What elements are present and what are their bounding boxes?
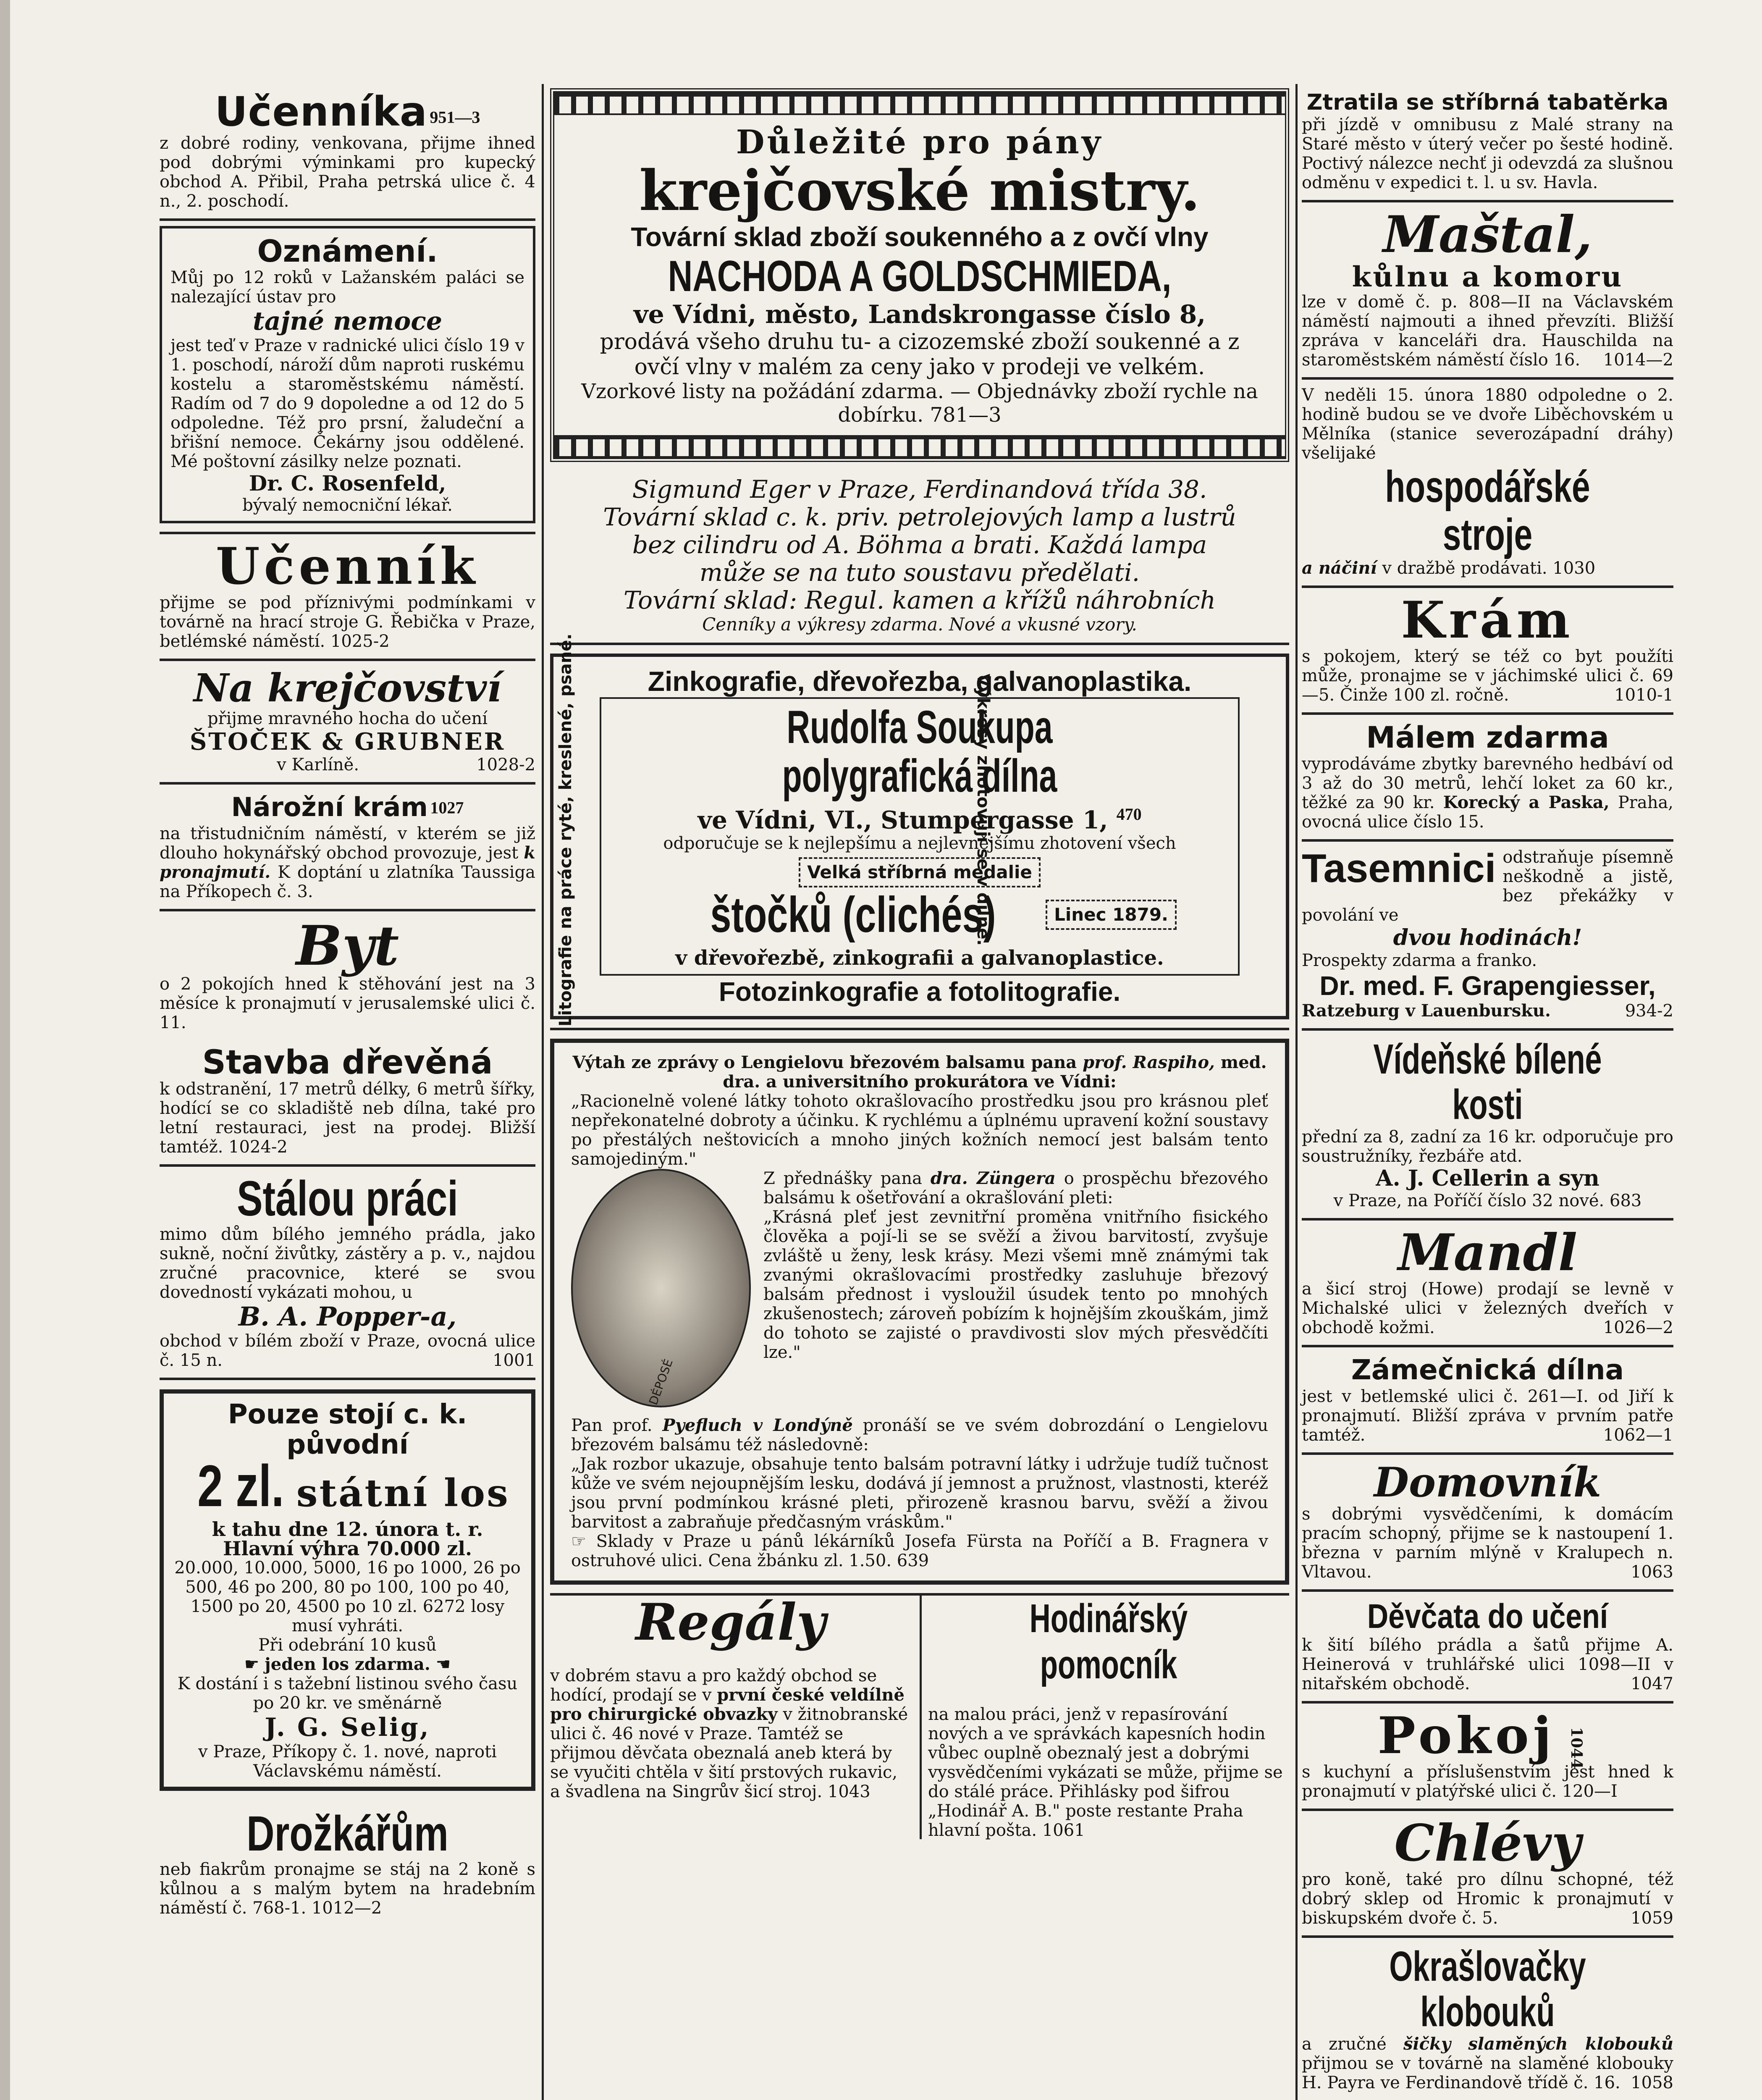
eger-line5: Tovární sklad: Regul. kamen a křížů náhrobních bbox=[624, 586, 1216, 614]
eger-line1: Sigmund Eger v Praze, Ferdinandová třída 38. bbox=[632, 475, 1207, 504]
ad-number: 1026—2 bbox=[1603, 1318, 1673, 1337]
ad-body: přijme mravného hocha do učení bbox=[207, 709, 488, 728]
ad-emphasis: k pronajmutí. bbox=[160, 843, 536, 882]
balsam-head2: med. dra. a universitního prokurátora ve Vídni: bbox=[723, 1053, 1267, 1092]
balsam-p5: „Jak rozbor ukazuje, obsahuje tento balsám potravní látky i udržuje tudíž tučnost kůže ve svém nejoupnějším lesku, dodává jí jemnost a pružnost, vlastnosti, kteréž jsou první podmínkou krásné pleti, přirozeně krasnou barvu, svěží a živou barvitost a zabraňuje předčasným vráskům." bbox=[571, 1454, 1268, 1532]
ad-number: 1043 bbox=[827, 1782, 871, 1802]
balsam-p2a: Z přednášky pana bbox=[763, 1169, 922, 1189]
ad-title: Chlévy bbox=[1394, 1814, 1581, 1873]
ad-number: 951—3 bbox=[430, 108, 480, 127]
ad-number: 470 bbox=[1116, 805, 1142, 824]
ad-chlevy bbox=[1302, 1811, 1673, 1938]
ad-body: v dobrém stavu a pro každý obchod se hodící, prodají se v bbox=[550, 1666, 877, 1705]
ad-title: Učenníka bbox=[215, 88, 427, 135]
ad-title: Ztratila se stříbrná tabatěrka bbox=[1306, 90, 1669, 115]
ad-klobouky bbox=[1302, 1938, 1673, 2100]
column-middle bbox=[550, 84, 1289, 1848]
balsam-p1: „Racionelně volené látky tohoto okrašlovacího prostředku jsou pro krásnou pleť nepřekonatelné dobroty a účinku. K rychlému a úplnému upravení kožní soustavy po přestálých neštovicích a mnoho jiných kožních nemocí jest balsám tento samojediným." bbox=[571, 1092, 1268, 1169]
ad-body: s kuchyní a příslušenstvím jest hned k pronajmutí v platýřské ulici č. 120—I bbox=[1302, 1762, 1673, 1801]
ad-address: Ratzeburg v Lauenbursku. bbox=[1302, 1001, 1551, 1021]
ad-pokoj bbox=[1302, 1704, 1673, 1811]
ornamental-border bbox=[554, 435, 1285, 458]
ad-signature: Dr. C. Rosenfeld, bbox=[249, 471, 446, 496]
ad-body: k šití bílého prádla a šatů přijme A. Heinerová v truhlářské ulici 1098—II v nitařském obchodě. bbox=[1302, 1635, 1673, 1693]
ad-title: Okrašlovačky klobouků bbox=[1389, 1943, 1586, 2035]
column-rule bbox=[920, 1596, 922, 1839]
ad-oznameni bbox=[160, 221, 535, 534]
bottom-split bbox=[550, 1593, 1289, 1848]
ad-title: Hodinářský pomocník bbox=[1029, 1596, 1188, 1688]
ad-body: přední za 8, zadní za 16 kr. odporučuje pro soustružníky, řezbáře atd. bbox=[1302, 1127, 1673, 1166]
ad-body: o 2 pokojích hned k stěhování jest na 3 měsíce k pronajmutí v jerusalemské ulici č. 11. bbox=[160, 974, 535, 1032]
page-edge-shadow bbox=[0, 0, 10, 2100]
ad-address: v Praze, na Poříčí číslo 32 nové. bbox=[1333, 1191, 1605, 1210]
ad-body-2: v žitnobranské ulici č. 46 nové v Praze. Tamtéž se přijmou děvčata obeznalá aneb která by se vyučiti chtěla v šití prstových rukavic, a švadlena na Singrův šicí stroj. bbox=[550, 1705, 908, 1802]
los-line7: K dostání i s tažební listinou svého času po 20 kr. ve směnárně bbox=[177, 1674, 518, 1713]
balsam-p4a: Pan prof. bbox=[571, 1416, 653, 1436]
column-right bbox=[1302, 84, 1673, 2100]
pointing-hand-icon: ☛ bbox=[244, 1655, 260, 1674]
pointing-hand-icon: ☞ bbox=[571, 1532, 586, 1551]
ad-number: 781—3 bbox=[930, 403, 1002, 427]
ad-title: krejčovské mistry. bbox=[639, 158, 1200, 223]
ad-name: Dr. med. F. Grapengiesser, bbox=[1319, 971, 1656, 1001]
ad-number: 1063 bbox=[1631, 1562, 1673, 1582]
ad-firm: ŠTOČEK & GRUBNER bbox=[189, 728, 506, 756]
ad-body: lze v domě č. p. 808—II na Václavském náměstí najmouti a ihned převzíti. Bližší zpráva v kanceláři dra. Hauschilda na staroměstském náměstí číslo 16. bbox=[1302, 292, 1673, 370]
ad-number: 1012—2 bbox=[311, 1898, 382, 1918]
ad-title: Byt bbox=[296, 914, 399, 978]
los-line5: Při odebrání 10 kusů bbox=[258, 1635, 437, 1655]
ad-title: Na krejčovství bbox=[193, 665, 502, 711]
los-line6: jeden los zdarma. bbox=[265, 1654, 430, 1674]
ad-stavba bbox=[160, 1040, 535, 1167]
ad-ucennika bbox=[160, 84, 535, 221]
lady-engraving-image bbox=[571, 1169, 751, 1407]
ad-line3: Tovární sklad zboží soukenného a z ovčí vlny bbox=[631, 222, 1209, 252]
ad-krejcovstvi bbox=[160, 661, 535, 785]
soukup-bottom: Fotozinkografie a fotolitografie. bbox=[718, 976, 1121, 1007]
ad-eger-lampy bbox=[550, 470, 1289, 645]
ad-tasemnici bbox=[1302, 842, 1673, 1031]
ad-title: Drožkářům bbox=[246, 1806, 448, 1861]
ad-krejcovske-mistry bbox=[550, 84, 1289, 470]
ad-subtitle: kůlnu a komoru bbox=[1352, 260, 1623, 293]
ad-tabatěrka bbox=[1302, 84, 1673, 202]
ad-body: jest v betlemské ulici č. 261—I. od Jiří k pronajmutí. Bližší zpráva v prvním patře tamtéž. bbox=[1302, 1387, 1673, 1445]
ad-body: s pokojem, který se též co byt použíti může, pronajme se v jáchimské ulici č. 69—5. Činže 100 zl. ročně. bbox=[1302, 647, 1673, 705]
eger-line2: Tovární sklad c. k. priv. petrolejových lamp a lustrů bbox=[603, 503, 1236, 531]
ad-firm: B. A. Popper-a, bbox=[238, 1301, 457, 1332]
ad-number: 1028-2 bbox=[476, 755, 535, 774]
ad-body-2: Prospekty zdarma a franko. bbox=[1302, 951, 1537, 970]
ad-body: a zručné bbox=[1302, 2034, 1387, 2054]
ad-emphasis: a náčiní bbox=[1302, 558, 1377, 578]
soukup-name: Rudolfa Soukupa polygrafická dílna bbox=[782, 701, 1057, 802]
ad-domovnik bbox=[1302, 1455, 1673, 1592]
ad-body: na třistudničním náměstí, v kterém se již dlouho hokynářský obchod provozuje, jest bbox=[160, 824, 535, 863]
soukup-medal: Velká stříbrná medalie bbox=[799, 857, 1041, 887]
balsam-dr: dra. Züngera bbox=[930, 1168, 1056, 1189]
ad-line1: Důležité pro pány bbox=[736, 123, 1104, 161]
soukup-linec: Linec 1879. bbox=[1046, 900, 1177, 930]
ad-body: odstraňuje písemně neškodně a jistě, bez překážky v povolání ve bbox=[1302, 848, 1673, 925]
ad-side-number: 1044 bbox=[1568, 1727, 1586, 1769]
soukup-address: ve Vídni, VI., Stumpergasse 1, bbox=[697, 806, 1108, 835]
ad-statni-los bbox=[160, 1380, 535, 1802]
column-left bbox=[160, 84, 535, 1925]
ad-line6: Vzorkové listy na požádání zdarma. — Objednávky zboží rychle na dobírku. bbox=[581, 380, 1258, 427]
ad-lengiel-balsam bbox=[550, 1030, 1289, 1596]
ad-title: Regály bbox=[635, 1593, 826, 1652]
ad-zamecnicka bbox=[1302, 1347, 1673, 1455]
ad-firm: A. J. Cellerin a syn bbox=[1376, 1166, 1599, 1191]
ad-emphasis: první české veldílně pro chirurgické obvazky bbox=[550, 1685, 905, 1725]
ad-number: 1027 bbox=[430, 798, 464, 817]
balsam-p3: „Krásná pleť jest zevnitřní proměna vnitřního fisického člověka a pojí-li se se svěží a živou barvitostí, zvyšuje zvláště u ženy, lesk krásy. Mezi všemi mně známými tak zvanými okrašlovacími prostředky zasluhuje březový balsám přednost i vysloužil úsudek tento po mnohých zkušenostech; zároveň pobízím k hojnějším zkouškám, jimž do tohoto se zajisté o pravdivosti slov mých přesvědčíti lze." bbox=[763, 1208, 1268, 1362]
ad-firm: Korecký a Paska, bbox=[1443, 793, 1610, 812]
ad-title: Mandl bbox=[1398, 1223, 1578, 1282]
right-vertical-text: Výkresy zhotovují se v dílně. bbox=[973, 674, 993, 946]
ad-malem-zdarma bbox=[1302, 715, 1673, 842]
los-line1: Pouze stojí c. k. původní bbox=[228, 1399, 467, 1460]
ad-title: Učenník bbox=[215, 537, 480, 596]
ad-number: 1047 bbox=[1631, 1674, 1673, 1693]
ad-mandl bbox=[1302, 1221, 1673, 1347]
ad-title: Zámečnická dílna bbox=[1351, 1354, 1624, 1386]
ad-title: Stálou práci bbox=[237, 1171, 458, 1226]
soukup-top: Zinkografie, dřevořezba, galvanoplastika. bbox=[648, 666, 1192, 697]
los-address: v Praze, Příkopy č. 1. nové, naproti Václavskému náměstí. bbox=[198, 1742, 497, 1781]
ad-tail: v dražbě prodávati. bbox=[1382, 559, 1547, 578]
ad-body: prodává všeho druhu tu- a cizozemské zboží soukenné a z ovčí vlny v malém za ceny jako v prodeji ve velkém. bbox=[600, 329, 1240, 380]
los-firm: J. G. Selig, bbox=[265, 1713, 430, 1742]
ad-title: Krám bbox=[1401, 591, 1574, 650]
column-rule bbox=[542, 84, 544, 2100]
eger-line6: Cenníky a výkresy zdarma. Nové a vkusné vzory. bbox=[702, 614, 1137, 635]
ad-body-2: K doptání u zlatníka Taussiga na Příkopech č. 3. bbox=[160, 863, 536, 901]
ad-title: Vídeňské bílené kosti bbox=[1373, 1036, 1602, 1128]
ad-byt bbox=[160, 911, 535, 1040]
ad-emphasis: šičky slaměných klobouků bbox=[1403, 2034, 1673, 2054]
ad-hospodarske-stroje bbox=[1302, 380, 1673, 588]
ad-number: 1010-1 bbox=[1614, 685, 1673, 705]
ad-place: v Karlíně. bbox=[277, 755, 359, 774]
ad-body: V neděli 15. února 1880 odpoledne o 2. hodině budou se ve dvoře Liběchovském u Mělníka (stanice severozápadní dráhy) všelijaké bbox=[1302, 386, 1673, 463]
ad-address: Praha, ovocná ulice číslo 15. bbox=[1302, 793, 1674, 832]
ad-body: mimo dům bílého jemného prádla, jako sukně, noční živůtky, zástěry a p. v., najdou zručné pracovnice, které se svou dovedností vykázati mohou, u bbox=[160, 1225, 535, 1302]
ad-number: 1061 bbox=[1042, 1821, 1085, 1840]
balsam-p2b: o prospěchu březového balsámu k ošetřování a okrašlování pleti: bbox=[763, 1169, 1269, 1208]
los-line3: k tahu dne 12. února t. r. bbox=[212, 1518, 483, 1541]
soukup-big: štočků (clichés) bbox=[710, 887, 996, 943]
ad-signature-sub: bývalý nemocniční lékař. bbox=[242, 496, 453, 515]
balsam-prof: prof. Raspiho, bbox=[1083, 1053, 1215, 1073]
ad-number: 1058 bbox=[1631, 2073, 1673, 2092]
ad-address: obchod v bílém zboží v Praze, ovocná ulice č. 15 n. bbox=[160, 1331, 535, 1370]
balsam-p4b: pronáší se ve svém dobrozdání o Lengielovu březovém balsámu též následovně: bbox=[571, 1416, 1269, 1455]
ad-title: Nárožní krám bbox=[231, 792, 428, 822]
ad-kram bbox=[1302, 588, 1673, 715]
balsam-p6: Sklady v Praze u pánů lékárníků Josefa Fürsta na Poříčí a B. Fragnera v ostruhové ulici. Cena žbánku zl. 1.50. bbox=[571, 1532, 1268, 1571]
ad-number: 683 bbox=[1610, 1191, 1642, 1210]
ad-body: a šicí stroj (Howe) prodají se levně v Michalské ulici v železných dveřích v obchodě kožmi. bbox=[1302, 1279, 1673, 1337]
ad-body: s dobrými vysvědčeními, k domácím pracím schopný, přijme se k nastoupení 1. března v parním mlýně v Kralupech n. Vltavou. bbox=[1302, 1504, 1673, 1582]
ad-body: neb fiakrům pronajme se stáj na 2 koně s kůlnou a s malým bytem na hradebním náměstí č. 768-1. bbox=[160, 1860, 535, 1918]
ad-ucennik bbox=[160, 534, 535, 661]
ad-title: Stavba dřevěná bbox=[202, 1044, 493, 1082]
ad-number: 934-2 bbox=[1625, 1001, 1673, 1021]
ad-number: 1059 bbox=[1631, 1908, 1673, 1928]
ad-body-2: jest teď v Praze v radnické ulici číslo 19 v 1. poschodí, nároží dům naproti ruskému kostelu a staroměstskému náměstí. Radím od 7 do 9 dopoledne a od 12 do 5 odpoledne. Též pro prsní, žaludeční a břišní nemoce. Čekárny jsou oddělené. Mé poštovní zásilky nelze poznati. bbox=[170, 336, 524, 471]
ad-soukup-polygraficka bbox=[550, 633, 1289, 1030]
ornamental-border bbox=[554, 92, 1285, 115]
ad-body: z dobré rodiny, venkovana, přijme ihned pod dobrými výminkami pro kupecký obchod A. Přibil, Praha petrská ulice č. 4 n., 2. poschodí. bbox=[160, 134, 535, 211]
engraving-caption: DÉPOSÉ bbox=[646, 1357, 676, 1407]
ad-number: 1014—2 bbox=[1603, 350, 1673, 370]
ad-stalou-praci bbox=[160, 1167, 535, 1380]
ad-number: 639 bbox=[897, 1551, 929, 1571]
ad-drozkarum bbox=[160, 1802, 535, 1925]
ad-devcata bbox=[1302, 1592, 1673, 1704]
ad-hodinarsky bbox=[928, 1596, 1289, 1857]
ad-title: Maštal, bbox=[1383, 205, 1592, 264]
ad-body: vyprodáváme zbytky barevného hedbáví od 3 až do 30 metrů, lehčí loket za 60 kr., těžké za 90 kr. bbox=[1302, 754, 1673, 812]
ad-emphasis: dvou hodinách! bbox=[1393, 925, 1582, 950]
ad-videnske-kosti bbox=[1302, 1031, 1673, 1221]
ad-emphasis: tajné nemoce bbox=[253, 307, 442, 336]
pointing-hand-icon: ☚ bbox=[435, 1655, 451, 1674]
ad-body: přijme se pod příznivými podmínkami v továrně na hrací stroje G. Řebička v Praze, betlémské náměstí. bbox=[160, 593, 535, 651]
ad-body: k odstranění, 17 metrů délky, 6 metrů šířky, hodící se co skladiště neb dílna, také pro letní restauraci, jest na prodej. Bližší tamtéž. bbox=[160, 1079, 535, 1157]
soukup-body: odporučuje se k nejlepšímu a nejlevnějšímu zhotovení všech bbox=[663, 834, 1176, 853]
ad-title: Pokoj bbox=[1377, 1706, 1556, 1765]
ad-mastal bbox=[1302, 202, 1673, 380]
eger-line4: může se na tuto soustavu předělati. bbox=[699, 558, 1140, 587]
left-vertical-text: Litografie na práce ryté, kreslené, psané. bbox=[556, 633, 575, 1026]
ad-title: Tasemnici bbox=[1302, 846, 1496, 891]
balsam-prof2: Pyefluch v Londýně bbox=[662, 1415, 853, 1436]
soukup-sub: v dřevořezbě, zinkografii a galvanoplastice. bbox=[675, 946, 1164, 970]
ad-body: pro koně, také pro dílnu schopné, též dobrý sklep od Hromic k pronajmutí v biskupském dvoře č. 5. bbox=[1302, 1870, 1673, 1928]
ad-body-2: přijmou se v továrně na slaměné klobouky H. Payra ve Ferdinandově třídě č. 16. bbox=[1302, 2054, 1673, 2092]
ad-title: Málem zdarma bbox=[1366, 720, 1609, 755]
ad-address: ve Vídni, město, Landskrongasse číslo 8, bbox=[633, 300, 1206, 329]
column-rule bbox=[1295, 84, 1298, 2100]
ad-title: Oznámení. bbox=[257, 234, 438, 269]
ad-title: Děvčata do učení bbox=[1367, 1597, 1608, 1635]
los-line4: Hlavní výhra 70.000 zl. bbox=[223, 1537, 472, 1560]
eger-line3: bez cilindru od A. Böhma a brati. Každá lampa bbox=[632, 530, 1207, 559]
ad-body: Můj po 12 roků v Lažanském paláci se nalezající ústav pro bbox=[170, 268, 524, 307]
balsam-head1: Výtah ze zprávy o Lengielovu březovém balsamu pana bbox=[572, 1053, 1077, 1073]
los-price: 2 zl. bbox=[197, 1453, 284, 1519]
ad-narozni-kram bbox=[160, 785, 535, 911]
ad-number: 1062—1 bbox=[1603, 1425, 1673, 1445]
ad-title: hospodářské stroje bbox=[1385, 462, 1590, 559]
ad-body: na malou práci, jenž v repasírování nových a ve správkách kapesních hodin vůbec ouplně obeznalý jest a dobrými vysvědčeními vykázati se může, přijme se do stálé práce. Přihlásky pod šifrou „Hodinář A. B." poste restante Praha hlavní pošta. bbox=[928, 1705, 1283, 1840]
ad-body: při jízdě v omnibusu z Malé strany na Staré město v úterý večer po šesté hodině. Poctivý nálezce nechť ji odevzdá za slušnou odměnu v expedici t. l. u sv. Havla. bbox=[1302, 115, 1673, 192]
ad-regaly bbox=[550, 1593, 911, 1818]
ad-firm: NACHODA A GOLDSCHMIEDA, bbox=[668, 252, 1172, 301]
los-title: státní los bbox=[296, 1471, 510, 1515]
ad-number: 1024-2 bbox=[228, 1137, 288, 1157]
los-body: 20.000, 10.000, 5000, 16 po 1000, 26 po 500, 46 po 200, 80 po 100, 100 po 40, 1500 po 20, 4500 po 10 zl. 6272 losy musí vyhráti. bbox=[174, 1558, 521, 1635]
ad-number: 1001 bbox=[493, 1351, 535, 1370]
ad-number: 1030 bbox=[1552, 559, 1596, 578]
ad-title: Domovník bbox=[1374, 1459, 1602, 1506]
ad-number: 1025-2 bbox=[330, 632, 390, 651]
